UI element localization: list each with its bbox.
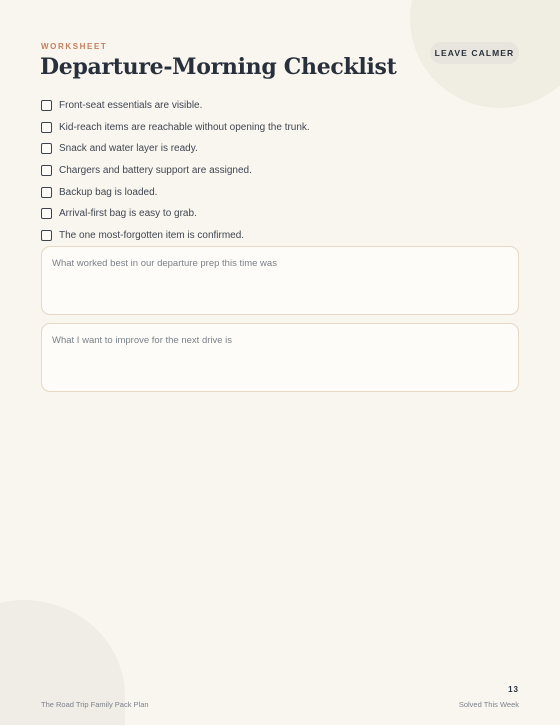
reflection-box-improve[interactable] bbox=[41, 323, 519, 392]
checklist-item[interactable] bbox=[41, 225, 310, 247]
footer-series-title: Solved This Week bbox=[458, 700, 519, 709]
checklist-item[interactable] bbox=[41, 95, 310, 117]
page-number: 13 bbox=[508, 685, 519, 694]
reflection-box-worked-best[interactable] bbox=[41, 246, 519, 315]
checklist-item[interactable] bbox=[41, 203, 310, 225]
checklist-item[interactable] bbox=[41, 117, 310, 139]
section-eyebrow: WORKSHEET bbox=[41, 42, 108, 51]
checklist-item-label: The one most-forgotten item is confirmed. bbox=[59, 229, 245, 241]
departure-checklist bbox=[41, 95, 310, 246]
checklist-item-label: Arrival-first bag is easy to grab. bbox=[59, 208, 197, 220]
checklist-item-label: Snack and water layer is ready. bbox=[59, 143, 198, 155]
checklist-item[interactable] bbox=[41, 138, 310, 160]
checklist-item-label: Chargers and battery support are assigned. bbox=[59, 165, 252, 177]
checklist-item[interactable] bbox=[41, 160, 310, 182]
footer-book-title: The Road Trip Family Pack Plan bbox=[41, 700, 149, 709]
leave-calmer-badge: LEAVE CALMER bbox=[430, 42, 519, 64]
checkbox[interactable] bbox=[41, 122, 52, 133]
reflection-prompt: What worked best in our departure prep this time was bbox=[52, 258, 277, 269]
checkbox[interactable] bbox=[41, 187, 52, 198]
checklist-item-label: Kid-reach items are reachable without opening the trunk. bbox=[59, 121, 310, 133]
checkbox[interactable] bbox=[41, 208, 52, 219]
checklist-item[interactable] bbox=[41, 181, 310, 203]
checkbox[interactable] bbox=[41, 165, 52, 176]
checkbox[interactable] bbox=[41, 143, 52, 154]
checklist-item-label: Front-seat essentials are visible. bbox=[59, 100, 203, 112]
checkbox[interactable] bbox=[41, 230, 52, 241]
page-title: Departure-Morning Checklist bbox=[40, 54, 397, 80]
reflection-prompt: What I want to improve for the next drive is bbox=[52, 335, 233, 346]
checkbox[interactable] bbox=[41, 100, 52, 111]
checklist-item-label: Backup bag is loaded. bbox=[59, 186, 158, 198]
